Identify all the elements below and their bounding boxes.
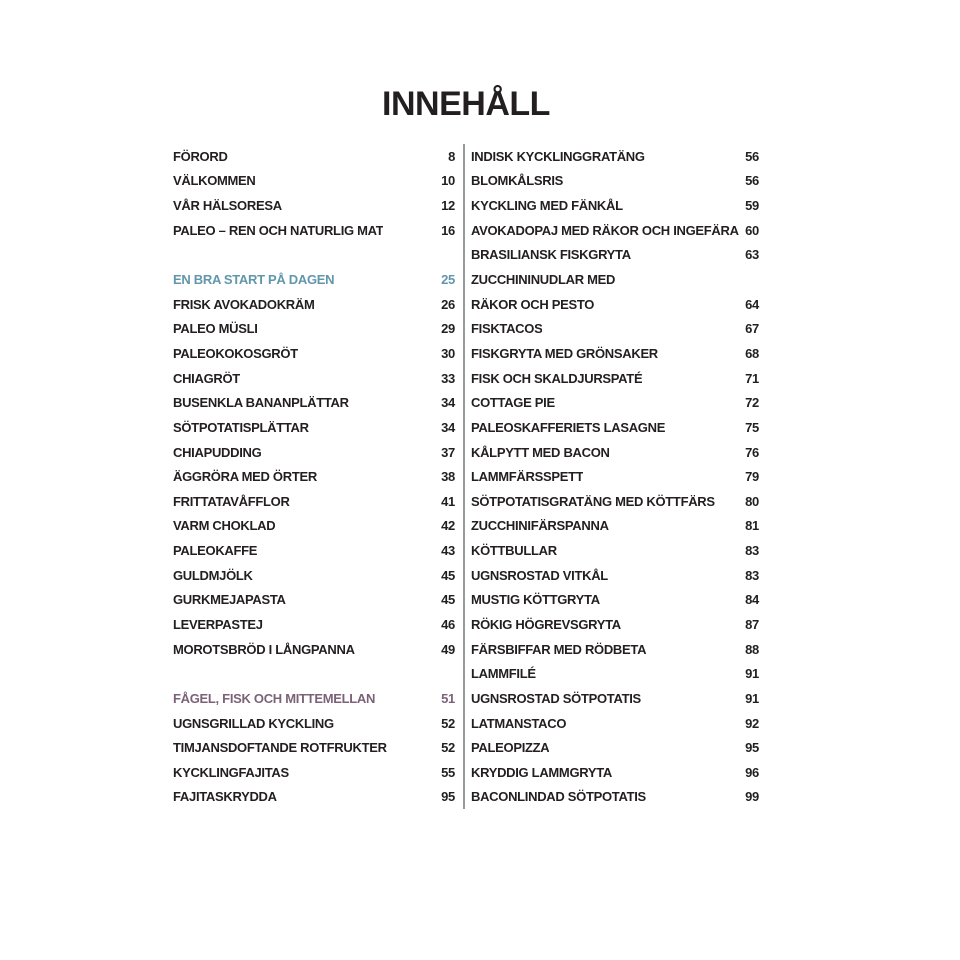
toc-row <box>471 193 759 218</box>
toc-entry-label: UGNSROSTAD SÖTPOTATIS <box>471 690 641 706</box>
toc-entry-page: 10 <box>441 173 455 189</box>
toc-entry-page: 41 <box>441 493 455 509</box>
toc-row <box>471 514 759 539</box>
toc-entry-page: 83 <box>745 567 759 583</box>
toc-entry-page: 91 <box>745 666 759 682</box>
toc-row <box>173 415 455 440</box>
toc-entry-label: PALEO – REN OCH NATURLIG MAT <box>173 222 384 238</box>
toc-entry-page: 56 <box>745 148 759 164</box>
toc-row <box>471 588 759 613</box>
toc-row <box>173 760 455 785</box>
toc-entry-label: PALEOPIZZA <box>471 740 550 756</box>
toc-row <box>471 538 759 563</box>
toc-entry-label: RÄKOR OCH PESTO <box>471 296 595 312</box>
toc-entry-page: 60 <box>745 222 759 238</box>
toc-row <box>471 440 759 465</box>
toc-row <box>173 588 455 613</box>
toc-row <box>471 366 759 391</box>
toc-entry-page: 56 <box>745 173 759 189</box>
toc-row <box>471 267 759 292</box>
toc-row <box>173 785 455 810</box>
toc-entry-page: 52 <box>441 715 455 731</box>
toc-section-header <box>173 267 455 292</box>
toc-row <box>471 316 759 341</box>
toc-row <box>173 514 455 539</box>
toc-row <box>471 144 759 169</box>
toc-column-right <box>471 144 759 809</box>
toc-entry-page: 63 <box>745 247 759 263</box>
toc-entry-page: 51 <box>441 690 455 706</box>
toc-section-header <box>173 686 455 711</box>
toc-row <box>471 341 759 366</box>
toc-entry-label: GULDMJÖLK <box>173 567 253 583</box>
toc-entry-page: 43 <box>441 543 455 559</box>
toc-entry-label: MOROTSBRÖD I LÅNGPANNA <box>173 641 355 657</box>
toc-entry-page: 72 <box>745 395 759 411</box>
toc-row <box>173 193 455 218</box>
toc-entry-page: 55 <box>441 764 455 780</box>
toc-entry-page: 99 <box>745 789 759 805</box>
toc-row <box>173 464 455 489</box>
toc-entry-page: 75 <box>745 419 759 435</box>
toc-row <box>471 243 759 268</box>
toc-entry-label: VARM CHOKLAD <box>173 518 276 534</box>
toc-entry-label: AVOKADOPAJ MED RÄKOR OCH INGEFÄRA <box>471 222 739 238</box>
toc-entry-page: 46 <box>441 616 455 632</box>
toc-entry-label: KYCKLING MED FÄNKÅL <box>471 198 623 214</box>
toc-entry-page: 96 <box>745 764 759 780</box>
toc-entry-label: FAJITASKRYDDA <box>173 789 277 805</box>
toc-entry-label: VÄLKOMMEN <box>173 173 256 189</box>
toc-row <box>471 218 759 243</box>
toc-entry-page: 64 <box>745 296 759 312</box>
toc-entry-label: PALEOKAFFE <box>173 543 258 559</box>
toc-entry-label: KRYDDIG LAMMGRYTA <box>471 764 613 780</box>
toc-entry-label: BACONLINDAD SÖTPOTATIS <box>471 789 646 805</box>
toc-entry-label: LEVERPASTEJ <box>173 616 263 632</box>
toc-row <box>471 464 759 489</box>
toc-entry-page: 81 <box>745 518 759 534</box>
toc-entry-label: FISKTACOS <box>471 321 543 337</box>
toc-entry-page: 33 <box>441 370 455 386</box>
toc-row <box>471 637 759 662</box>
toc-column-left <box>173 144 455 809</box>
toc-columns <box>173 144 759 809</box>
toc-entry-label: KÖTTBULLAR <box>471 543 557 559</box>
toc-entry-page: 80 <box>745 493 759 509</box>
toc-entry-label: LAMMFILÉ <box>471 666 536 682</box>
toc-row <box>173 612 455 637</box>
toc-entry-page: 34 <box>441 395 455 411</box>
toc-entry-label: FISK OCH SKALDJURSPATÉ <box>471 370 643 386</box>
toc-entry-label: CHIAPUDDING <box>173 444 262 460</box>
toc-entry-label: FRITTATAVÅFFLOR <box>173 493 290 509</box>
toc-row <box>471 563 759 588</box>
toc-entry-label: VÅR HÄLSORESA <box>173 198 282 214</box>
toc-entry-page: 87 <box>745 616 759 632</box>
toc-entry-page: 30 <box>441 345 455 361</box>
toc-entry-label: PALEOKOKOSGRÖT <box>173 345 298 361</box>
toc-entry-label: MUSTIG KÖTTGRYTA <box>471 592 600 608</box>
toc-entry-label: BLOMKÅLSRIS <box>471 173 564 189</box>
toc-row <box>173 489 455 514</box>
toc-entry-page: 37 <box>441 444 455 460</box>
toc-entry-page: 49 <box>441 641 455 657</box>
toc-entry-label: FRISK AVOKADOKRÄM <box>173 296 315 312</box>
toc-row <box>173 637 455 662</box>
toc-entry-label: CHIAGRÖT <box>173 370 240 386</box>
toc-row <box>173 316 455 341</box>
toc-entry-label: KYCKLINGFAJITAS <box>173 764 289 780</box>
toc-row <box>173 735 455 760</box>
toc-entry-page: 92 <box>745 715 759 731</box>
toc-entry-page: 79 <box>745 469 759 485</box>
toc-entry-label: KÅLPYTT MED BACON <box>471 444 610 460</box>
toc-row <box>471 612 759 637</box>
toc-row <box>471 292 759 317</box>
toc-row <box>471 686 759 711</box>
toc-row <box>471 711 759 736</box>
toc-row <box>173 292 455 317</box>
toc-row <box>471 489 759 514</box>
toc-row <box>471 415 759 440</box>
toc-row <box>173 169 455 194</box>
toc-entry-page: 67 <box>745 321 759 337</box>
toc-entry-page: 8 <box>448 148 455 164</box>
toc-entry-label: FISKGRYTA MED GRÖNSAKER <box>471 345 658 361</box>
toc-entry-page: 52 <box>441 740 455 756</box>
toc-entry-label: ZUCCHININUDLAR MED <box>471 272 616 288</box>
toc-entry-label: FÖRORD <box>173 148 228 164</box>
column-divider <box>463 144 465 809</box>
toc-row <box>471 390 759 415</box>
toc-row <box>471 661 759 686</box>
toc-entry-label: ZUCCHINIFÄRSPANNA <box>471 518 609 534</box>
toc-entry-page: 59 <box>745 198 759 214</box>
toc-entry-label: GURKMEJAPASTA <box>173 592 286 608</box>
page-title: INNEHÅLL <box>382 84 550 123</box>
toc-entry-page: 26 <box>441 296 455 312</box>
toc-entry-page: 45 <box>441 592 455 608</box>
toc-entry-page: 95 <box>441 789 455 805</box>
toc-entry-label: RÖKIG HÖGREVSGRYTA <box>471 616 621 632</box>
toc-entry-page: 12 <box>441 198 455 214</box>
toc-row <box>471 785 759 810</box>
toc-entry-label: UGNSGRILLAD KYCKLING <box>173 715 334 731</box>
toc-entry-page: 76 <box>745 444 759 460</box>
toc-entry-page: 42 <box>441 518 455 534</box>
toc-row <box>173 144 455 169</box>
toc-entry-page: 29 <box>441 321 455 337</box>
toc-row <box>471 735 759 760</box>
toc-entry-page: 68 <box>745 345 759 361</box>
toc-spacer-row <box>173 661 455 686</box>
toc-entry-label: PALEO MÜSLI <box>173 321 258 337</box>
toc-row <box>173 218 455 243</box>
toc-entry-page: 16 <box>441 222 455 238</box>
toc-section-label: EN BRA START PÅ DAGEN <box>173 272 335 288</box>
toc-entry-page: 71 <box>745 370 759 386</box>
toc-entry-label: PALEOSKAFFERIETS LASAGNE <box>471 419 666 435</box>
toc-row <box>173 440 455 465</box>
toc-row <box>173 538 455 563</box>
toc-entry-label: SÖTPOTATISPLÄTTAR <box>173 419 309 435</box>
toc-entry-label: ÄGGRÖRA MED ÖRTER <box>173 469 317 485</box>
toc-entry-label: TIMJANSDOFTANDE ROTFRUKTER <box>173 740 387 756</box>
toc-entry-page: 88 <box>745 641 759 657</box>
toc-entry-label: SÖTPOTATISGRATÄNG MED KÖTTFÄRS <box>471 493 715 509</box>
toc-entry-label: INDISK KYCKLINGGRATÄNG <box>471 148 645 164</box>
toc-row <box>173 711 455 736</box>
toc-entry-label: COTTAGE PIE <box>471 395 555 411</box>
toc-entry-page: 25 <box>441 272 455 288</box>
toc-entry-page: 45 <box>441 567 455 583</box>
toc-row <box>173 390 455 415</box>
toc-row <box>173 341 455 366</box>
toc-row <box>471 169 759 194</box>
toc-row <box>173 563 455 588</box>
toc-entry-label: BRASILIANSK FISKGRYTA <box>471 247 631 263</box>
toc-entry-page: 84 <box>745 592 759 608</box>
toc-entry-page: 34 <box>441 419 455 435</box>
toc-entry-label: UGNSROSTAD VITKÅL <box>471 567 608 583</box>
toc-spacer-row <box>173 243 455 268</box>
toc-entry-label: LATMANSTACO <box>471 715 567 731</box>
toc-entry-page: 91 <box>745 690 759 706</box>
toc-entry-label: FÄRSBIFFAR MED RÖDBETA <box>471 641 647 657</box>
toc-row <box>471 760 759 785</box>
toc-entry-page: 83 <box>745 543 759 559</box>
toc-row <box>173 366 455 391</box>
toc-entry-label: BUSENKLA BANANPLÄTTAR <box>173 395 349 411</box>
toc-section-label: FÅGEL, FISK OCH MITTEMELLAN <box>173 690 376 706</box>
toc-entry-label: LAMMFÄRSSPETT <box>471 469 584 485</box>
toc-entry-page: 95 <box>745 740 759 756</box>
toc-entry-page: 38 <box>441 469 455 485</box>
